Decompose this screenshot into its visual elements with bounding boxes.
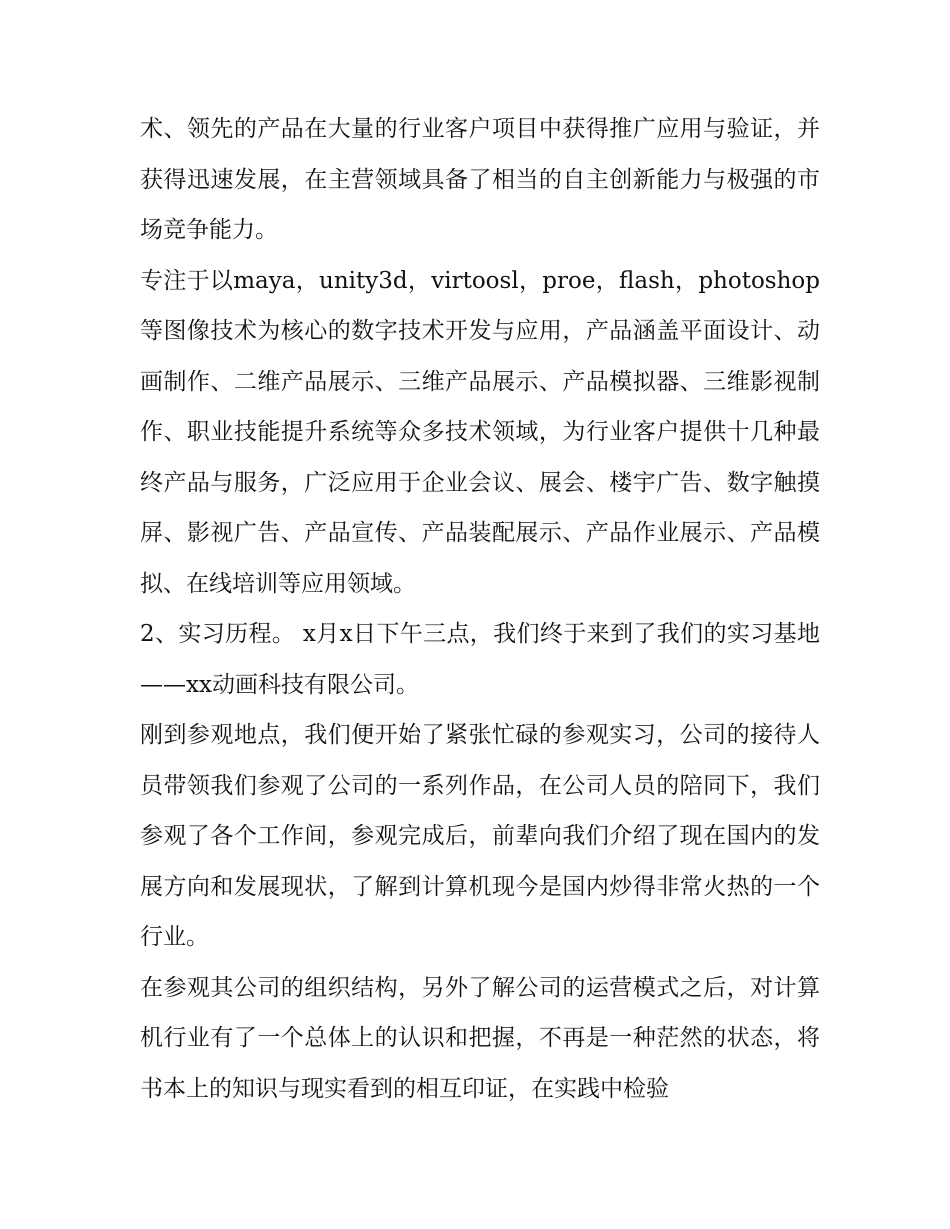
paragraph-company-advantages: 术、领先的产品在大量的行业客户项目中获得推广应用与验证，并获得迅速发展，在主营领域具备了相当的自主创新能力与极强的市场竞争能力。 (140, 116, 820, 243)
paragraph-internship-process: 2、实习历程。 x月x日下午三点，我们终于来到了我们的实习基地——xx动画科技有限公司。 (140, 621, 820, 698)
paragraph-industry-understanding: 在参观其公司的组织结构，另外了解公司的运营模式之后，对计算机行业有了一个总体上的认识和把握，不再是一种茫然的状态，将书本上的知识与现实看到的相互印证，在实践中检验 (140, 974, 820, 1102)
paragraph-business-scope: 专注于以maya，unity3d，virtoosl，proe，flash，photoshop等图像技术为核心的数字技术开发与应用，产品涵盖平面设计、动画制作、二维产品展示、三维产品展示、产品模拟器、三维影视制作、职业技能提升系统等众多技术领域，为行业客户提供十几种最终产品与服务，广泛应用于企业会议、展会、楼宇广告、数字触摸屏、影视广告、产品宣传、产品装配展示、产品作业展示、产品模拟、在线培训等应用领域。 (140, 267, 820, 597)
paragraph-visit-experience: 刚到参观地点，我们便开始了紧张忙碌的参观实习，公司的接待人员带领我们参观了公司的一系列作品，在公司人员的陪同下，我们参观了各个工作间，参观完成后，前辈向我们介绍了现在国内的发展方向和发展现状，了解到计算机现今是国内炒得非常火热的一个行业。 (140, 722, 820, 950)
document-body (140, 104, 820, 1114)
